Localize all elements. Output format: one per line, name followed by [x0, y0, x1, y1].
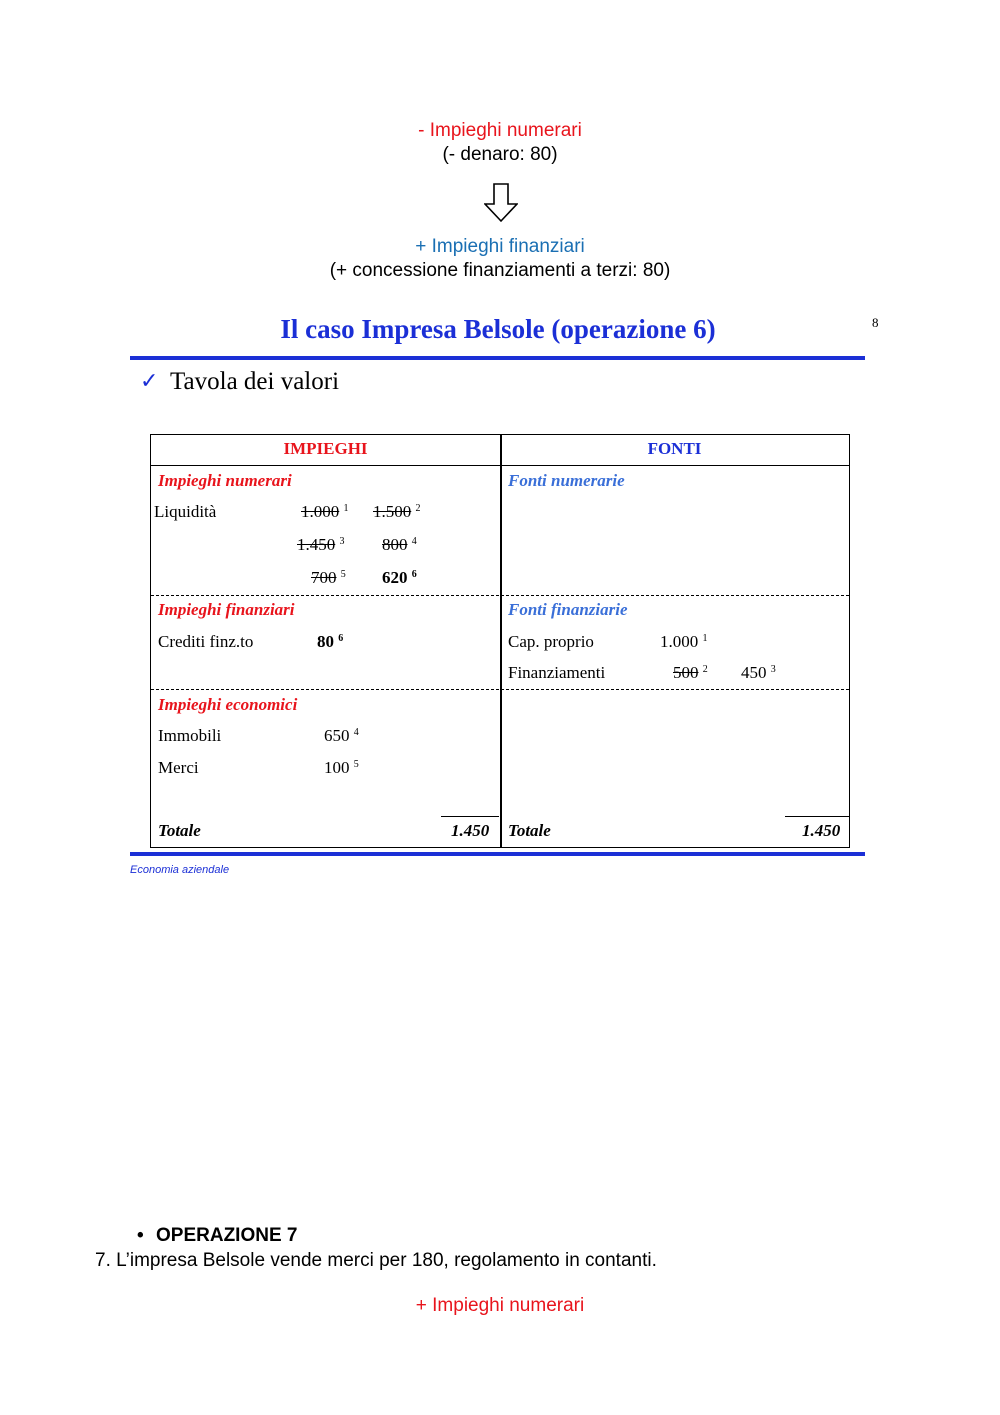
liquidita-value-2: 1.500 $^2$ [373, 502, 421, 521]
slide-title: Il caso Impresa Belsole (operazione 6) [280, 314, 716, 344]
total-line-right [785, 816, 849, 817]
crediti-value: 80 $^6$ [317, 632, 344, 651]
totale-value-left: 1.450 [451, 821, 490, 840]
operazione-7-description: 7. L’impresa Belsole vende merci per 180, regolamento in contanti. [95, 1250, 657, 1271]
liquidita-value-3: 1.450 $^3$ [297, 535, 345, 554]
totale-label-left: Totale [158, 821, 201, 840]
column-divider [500, 435, 502, 847]
section-impieghi-finanziari: Impieghi finanziari [158, 600, 295, 619]
slide-bottom-rule [130, 852, 865, 856]
slide-title-rule [130, 356, 865, 360]
finanziamenti-old-value: 500 $^2$ [673, 663, 708, 682]
total-line-left [441, 816, 499, 817]
crediti-label: Crediti finz.to [158, 632, 254, 651]
section-impieghi-economici: Impieghi economici [158, 695, 298, 714]
operazione-7-heading: OPERAZIONE 7 [156, 1225, 298, 1246]
finanziamenti-new-value: 450 $^3$ [741, 663, 776, 682]
plus-concessione: (+ concessione finanziamenti a terzi: 80) [329, 260, 671, 281]
cap-proprio-value: 1.000 $^1$ [660, 632, 708, 651]
bullet-icon: • [137, 1225, 144, 1246]
immobili-label: Immobili [158, 726, 222, 745]
liquidita-value-4: 800 $^4$ [382, 535, 417, 554]
merci-value: 100 $^5$ [324, 758, 359, 777]
immobili-value: 650 $^4$ [324, 726, 359, 745]
section-divider-2 [151, 689, 849, 690]
plus-impieghi-numerari: + Impieghi numerari [415, 1295, 585, 1316]
merci-label: Merci [158, 758, 199, 777]
tavola-dei-valori-table [150, 434, 850, 848]
liquidita-value-6: 620 $^6$ [382, 568, 417, 587]
liquidita-value-1: 1.000 $^1$ [301, 502, 349, 521]
section-fonti-finanziarie: Fonti finanziarie [508, 600, 628, 619]
slide-page-number: 8 [872, 315, 879, 330]
minus-denaro: (- denaro: 80) [442, 144, 558, 165]
plus-impieghi-finanziari: + Impieghi finanziari [415, 236, 585, 257]
header-fonti: FONTI [647, 439, 702, 458]
liquidita-label: Liquidità [154, 502, 217, 521]
finanziamenti-label: Finanziamenti [508, 663, 606, 682]
header-impieghi: IMPIEGHI [283, 439, 368, 458]
check-icon: ✓ [140, 369, 159, 394]
totale-value-right: 1.450 [802, 821, 841, 840]
section-divider-1 [151, 595, 849, 596]
slide-footer: Economia aziendale [130, 864, 230, 876]
section-impieghi-numerari: Impieghi numerari [158, 471, 292, 490]
liquidita-value-5: 700 $^5$ [311, 568, 346, 587]
down-arrow-icon [484, 183, 518, 228]
cap-proprio-label: Cap. proprio [508, 632, 594, 651]
totale-label-right: Totale [508, 821, 551, 840]
header-divider [151, 465, 849, 466]
minus-impieghi-numerari: - Impieghi numerari [418, 120, 582, 141]
slide-subtitle: Tavola dei valori [170, 368, 340, 395]
section-fonti-numerarie: Fonti numerarie [508, 471, 625, 490]
